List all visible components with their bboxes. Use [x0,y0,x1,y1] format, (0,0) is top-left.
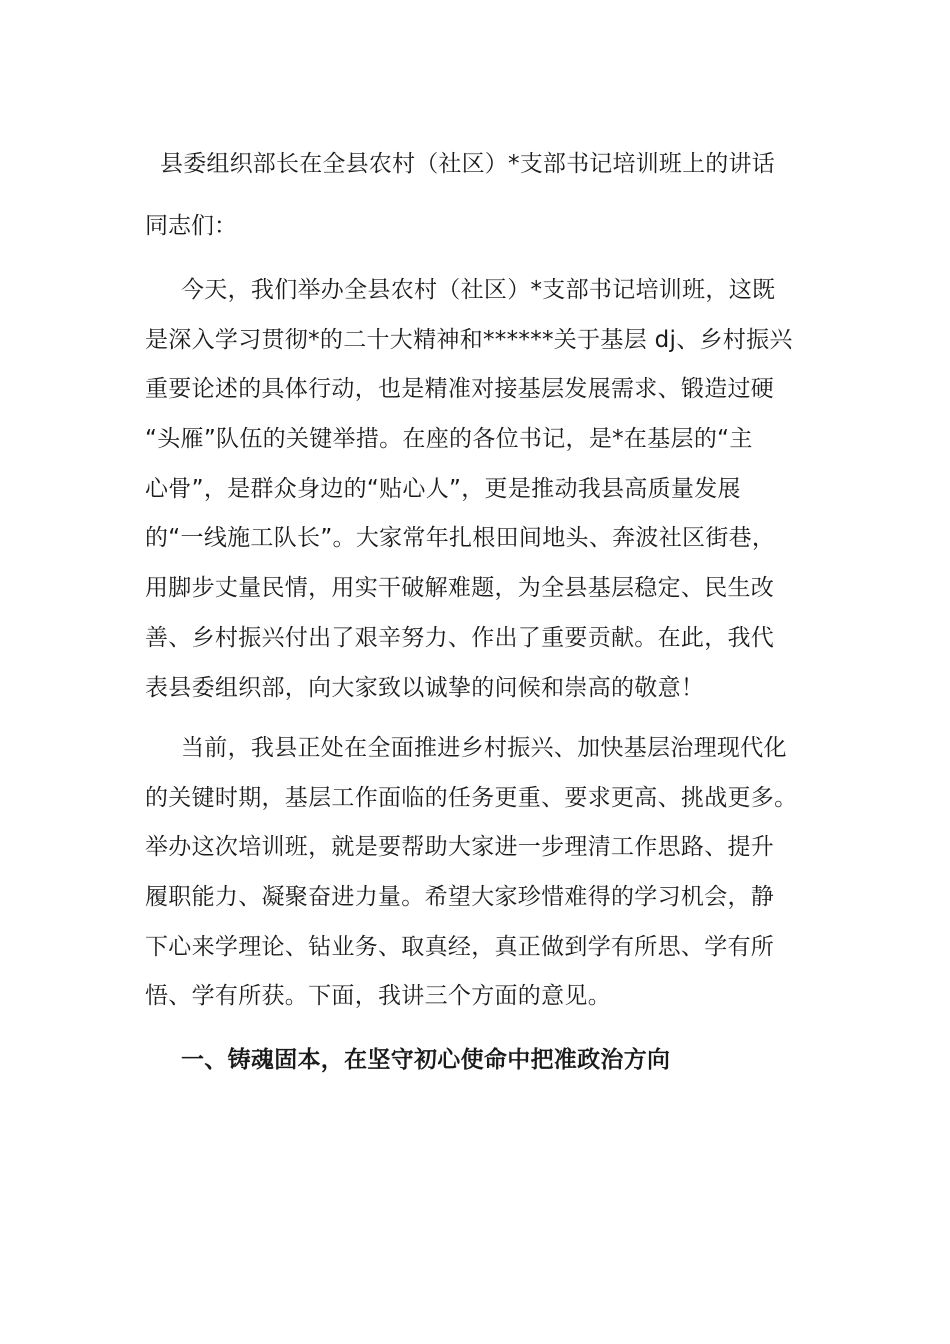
paragraph-line: 今天，我们举办全县农村（社区）*支部书记培训班，这既 [181,277,776,303]
paragraph-2 [145,730,835,1028]
salutation: 同志们： [145,213,237,239]
paragraph-line: 的“一线施工队长”。大家常年扎根田间地头、奔波社区街巷， [145,525,776,552]
document-title: 县委组织部长在全县农村（社区）*支部书记培训班上的讲话 [160,151,775,177]
paragraph-line: 是深入学习贯彻*的二十大精神和******关于基层 dj、乡村振兴 [145,326,793,353]
paragraph-1 [145,272,835,719]
paragraph-line: 当前，我县正处在全面推进乡村振兴、加快基层治理现代化 [181,735,787,761]
paragraph-line: 重要论述的具体行动，也是精准对接基层发展需求、锻造过硬 [145,376,775,403]
paragraph-line: 悟、学有所获。下面，我讲三个方面的意见。 [145,983,611,1010]
paragraph-line: 下心来学理论、钻业务、取真经，真正做到学有所思、学有所 [145,933,775,960]
paragraph-line: 心骨”，是群众身边的“贴心人”，更是推动我县高质量发展 [145,475,741,502]
paragraph-line: 的关键时期，基层工作面临的任务更重、要求更高、挑战更多。 [145,784,798,811]
paragraph-line: 表县委组织部，向大家致以诚挚的问候和崇高的敬意！ [145,674,705,701]
paragraph-line: 善、乡村振兴付出了艰辛努力、作出了重要贡献。在此，我代 [145,624,775,651]
paragraph-line: 举办这次培训班，就是要帮助大家进一步理清工作思路、提升 [145,834,775,861]
section-heading: 一、铸魂固本，在坚守初心使命中把准政治方向 [181,1047,671,1073]
paragraph-line: “头雁”队伍的关键举措。在座的各位书记，是*在基层的“主 [145,426,753,453]
paragraph-line: 用脚步丈量民情，用实干破解难题，为全县基层稳定、民生改 [145,575,775,602]
paragraph-line: 履职能力、凝聚奋进力量。希望大家珍惜难得的学习机会，静 [145,884,775,911]
